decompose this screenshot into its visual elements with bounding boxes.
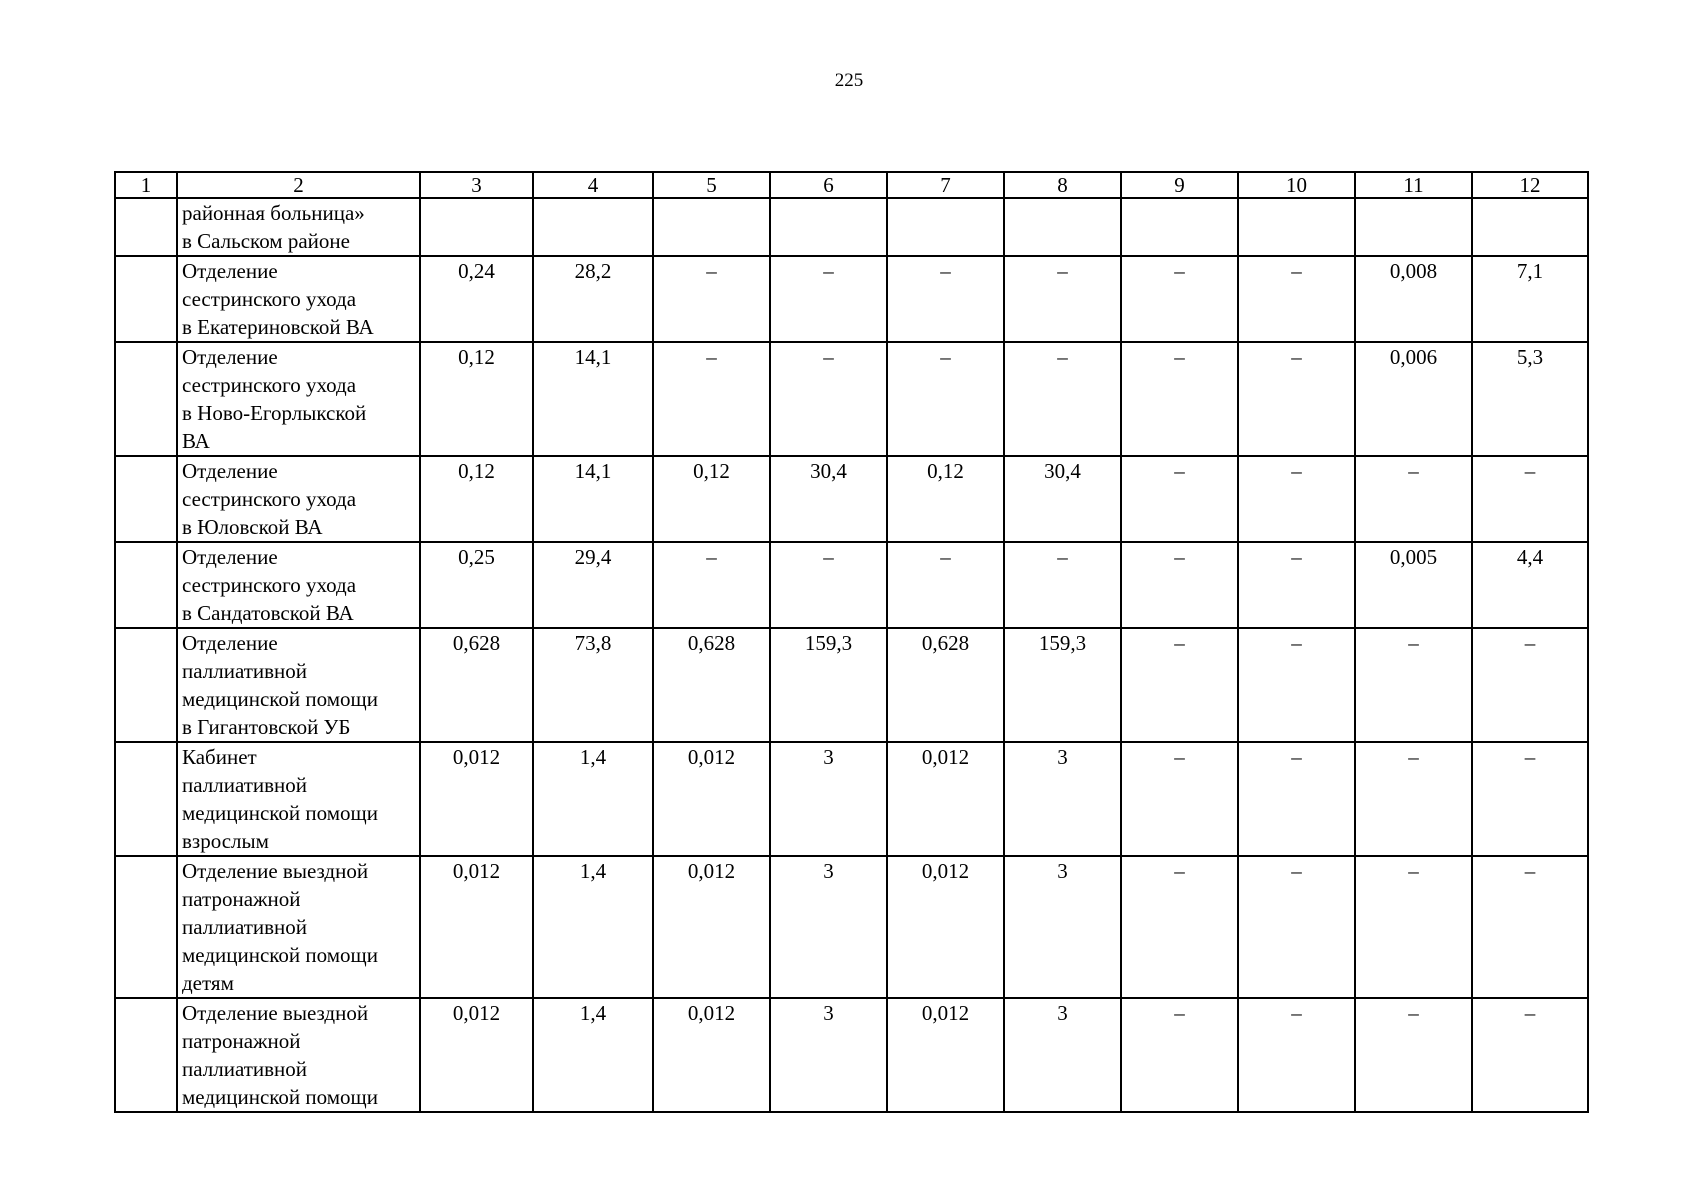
value-cell-col-5 bbox=[653, 198, 770, 256]
header-row bbox=[115, 172, 1588, 198]
value-cell-col-4: 1,4 bbox=[533, 742, 653, 856]
facility-name-line: в Юловской ВА bbox=[182, 515, 323, 539]
value-cell-col-9: – bbox=[1121, 742, 1238, 856]
value-cell-col-3: 0,012 bbox=[420, 742, 533, 856]
facility-name-cell bbox=[177, 628, 420, 742]
value-cell-col-7: – bbox=[887, 542, 1004, 628]
value-cell-col-4: 1,4 bbox=[533, 856, 653, 998]
facility-name-line: ВА bbox=[182, 429, 210, 453]
value-cell-col-3 bbox=[420, 198, 533, 256]
column-number-header: 12 bbox=[1472, 172, 1588, 198]
value-cell-col-9 bbox=[1121, 198, 1238, 256]
value-cell-col-6: – bbox=[770, 542, 887, 628]
facility-name-line: в Сандатовской ВА bbox=[182, 601, 354, 625]
facility-name-line: районная больница» bbox=[182, 201, 365, 225]
facility-name-line: патронажной bbox=[182, 887, 301, 911]
table-row bbox=[115, 256, 1588, 342]
data-table bbox=[114, 171, 1589, 1113]
row-number-cell bbox=[115, 628, 177, 742]
facility-name-cell bbox=[177, 856, 420, 998]
value-cell-col-4 bbox=[533, 198, 653, 256]
value-cell-col-3: 0,628 bbox=[420, 628, 533, 742]
column-number-header: 10 bbox=[1238, 172, 1355, 198]
table-row bbox=[115, 856, 1588, 998]
table-row bbox=[115, 342, 1588, 456]
facility-name-line: паллиативной bbox=[182, 659, 308, 683]
value-cell-col-7: 0,012 bbox=[887, 856, 1004, 998]
value-cell-col-11: – bbox=[1355, 742, 1472, 856]
facility-name-line: медицинской помощи bbox=[182, 687, 378, 711]
value-cell-col-7: 0,12 bbox=[887, 456, 1004, 542]
value-cell-col-11: 0,006 bbox=[1355, 342, 1472, 456]
column-number-header: 8 bbox=[1004, 172, 1121, 198]
value-cell-col-11 bbox=[1355, 198, 1472, 256]
facility-name-line: медицинской помощи bbox=[182, 801, 378, 825]
value-cell-col-9: – bbox=[1121, 628, 1238, 742]
value-cell-col-6 bbox=[770, 198, 887, 256]
value-cell-col-9: – bbox=[1121, 856, 1238, 998]
value-cell-col-3: 0,12 bbox=[420, 342, 533, 456]
facility-name-line: паллиативной bbox=[182, 1057, 308, 1081]
column-number-header: 4 bbox=[533, 172, 653, 198]
value-cell-col-10: – bbox=[1238, 542, 1355, 628]
facility-name-line: в Екатериновской ВА bbox=[182, 315, 374, 339]
table-body bbox=[115, 198, 1588, 1112]
value-cell-col-4: 14,1 bbox=[533, 342, 653, 456]
value-cell-col-12: – bbox=[1472, 856, 1588, 998]
page-number: 225 bbox=[834, 70, 864, 91]
value-cell-col-12: – bbox=[1472, 628, 1588, 742]
facility-name-line: Отделение выездной bbox=[182, 1001, 369, 1025]
facility-name-line: медицинской помощи bbox=[182, 943, 378, 967]
value-cell-col-7: 0,012 bbox=[887, 742, 1004, 856]
table-row bbox=[115, 742, 1588, 856]
value-cell-col-5: 0,012 bbox=[653, 856, 770, 998]
value-cell-col-12 bbox=[1472, 198, 1588, 256]
value-cell-col-12: – bbox=[1472, 998, 1588, 1112]
value-cell-col-5: 0,012 bbox=[653, 742, 770, 856]
value-cell-col-8: 3 bbox=[1004, 856, 1121, 998]
facility-name-line: детям bbox=[182, 971, 234, 995]
value-cell-col-10: – bbox=[1238, 256, 1355, 342]
value-cell-col-10: – bbox=[1238, 856, 1355, 998]
value-cell-col-7 bbox=[887, 198, 1004, 256]
facility-name-line: Кабинет bbox=[182, 745, 257, 769]
value-cell-col-6: – bbox=[770, 256, 887, 342]
facility-name-line: Отделение bbox=[182, 259, 278, 283]
facility-name-line: в Сальском районе bbox=[182, 229, 350, 253]
column-number-header: 9 bbox=[1121, 172, 1238, 198]
row-number-cell bbox=[115, 256, 177, 342]
value-cell-col-8: 3 bbox=[1004, 998, 1121, 1112]
facility-name-line: сестринского ухода bbox=[182, 373, 357, 397]
value-cell-col-10: – bbox=[1238, 742, 1355, 856]
column-number-header: 5 bbox=[653, 172, 770, 198]
facility-name-line: медицинской помощи bbox=[182, 1085, 378, 1109]
value-cell-col-3: 0,012 bbox=[420, 856, 533, 998]
row-number-cell bbox=[115, 456, 177, 542]
value-cell-col-12: – bbox=[1472, 456, 1588, 542]
value-cell-col-8: 30,4 bbox=[1004, 456, 1121, 542]
row-number-cell bbox=[115, 198, 177, 256]
table-row bbox=[115, 456, 1588, 542]
value-cell-col-12: 4,4 bbox=[1472, 542, 1588, 628]
facility-name-cell bbox=[177, 742, 420, 856]
value-cell-col-12: 7,1 bbox=[1472, 256, 1588, 342]
value-cell-col-7: 0,628 bbox=[887, 628, 1004, 742]
facility-name-cell bbox=[177, 542, 420, 628]
value-cell-col-4: 14,1 bbox=[533, 456, 653, 542]
value-cell-col-8: – bbox=[1004, 342, 1121, 456]
value-cell-col-11: 0,005 bbox=[1355, 542, 1472, 628]
value-cell-col-5: 0,012 bbox=[653, 998, 770, 1112]
value-cell-col-12: 5,3 bbox=[1472, 342, 1588, 456]
value-cell-col-6: 3 bbox=[770, 742, 887, 856]
value-cell-col-8: 3 bbox=[1004, 742, 1121, 856]
facility-name-cell bbox=[177, 342, 420, 456]
value-cell-col-8: – bbox=[1004, 256, 1121, 342]
value-cell-col-8: 159,3 bbox=[1004, 628, 1121, 742]
value-cell-col-6: 3 bbox=[770, 998, 887, 1112]
facility-name-cell bbox=[177, 998, 420, 1112]
value-cell-col-4: 29,4 bbox=[533, 542, 653, 628]
value-cell-col-11: – bbox=[1355, 856, 1472, 998]
value-cell-col-11: – bbox=[1355, 998, 1472, 1112]
facility-name-line: Отделение bbox=[182, 631, 278, 655]
table-row bbox=[115, 542, 1588, 628]
value-cell-col-7: 0,012 bbox=[887, 998, 1004, 1112]
value-cell-col-8: – bbox=[1004, 542, 1121, 628]
facility-name-line: патронажной bbox=[182, 1029, 301, 1053]
facility-name-line: в Ново-Егорлыкской bbox=[182, 401, 367, 425]
value-cell-col-6: 159,3 bbox=[770, 628, 887, 742]
value-cell-col-3: 0,12 bbox=[420, 456, 533, 542]
value-cell-col-6: 30,4 bbox=[770, 456, 887, 542]
facility-name-line: в Гигантовской УБ bbox=[182, 715, 351, 739]
facility-name-cell bbox=[177, 456, 420, 542]
column-number-header: 7 bbox=[887, 172, 1004, 198]
facility-name-line: сестринского ухода bbox=[182, 573, 357, 597]
value-cell-col-9: – bbox=[1121, 256, 1238, 342]
value-cell-col-5: – bbox=[653, 542, 770, 628]
value-cell-col-3: 0,25 bbox=[420, 542, 533, 628]
value-cell-col-3: 0,24 bbox=[420, 256, 533, 342]
value-cell-col-4: 73,8 bbox=[533, 628, 653, 742]
value-cell-col-3: 0,012 bbox=[420, 998, 533, 1112]
facility-name-line: сестринского ухода bbox=[182, 287, 357, 311]
table-row bbox=[115, 998, 1588, 1112]
value-cell-col-5: 0,12 bbox=[653, 456, 770, 542]
value-cell-col-5: – bbox=[653, 256, 770, 342]
value-cell-col-6: 3 bbox=[770, 856, 887, 998]
value-cell-col-10: – bbox=[1238, 998, 1355, 1112]
facility-name-line: Отделение выездной bbox=[182, 859, 369, 883]
facility-name-line: паллиативной bbox=[182, 773, 308, 797]
value-cell-col-6: – bbox=[770, 342, 887, 456]
value-cell-col-9: – bbox=[1121, 456, 1238, 542]
row-number-cell bbox=[115, 998, 177, 1112]
facility-name-line: Отделение bbox=[182, 545, 278, 569]
value-cell-col-9: – bbox=[1121, 342, 1238, 456]
value-cell-col-11: 0,008 bbox=[1355, 256, 1472, 342]
value-cell-col-7: – bbox=[887, 256, 1004, 342]
column-number-header: 1 bbox=[115, 172, 177, 198]
value-cell-col-10: – bbox=[1238, 456, 1355, 542]
table-row bbox=[115, 628, 1588, 742]
row-number-cell bbox=[115, 342, 177, 456]
value-cell-col-9: – bbox=[1121, 542, 1238, 628]
facility-name-line: Отделение bbox=[182, 345, 278, 369]
value-cell-col-12: – bbox=[1472, 742, 1588, 856]
value-cell-col-10: – bbox=[1238, 342, 1355, 456]
row-number-cell bbox=[115, 742, 177, 856]
value-cell-col-4: 28,2 bbox=[533, 256, 653, 342]
column-number-header: 2 bbox=[177, 172, 420, 198]
table-row bbox=[115, 198, 1588, 256]
facility-name-line: Отделение bbox=[182, 459, 278, 483]
facility-name-cell bbox=[177, 198, 420, 256]
value-cell-col-11: – bbox=[1355, 456, 1472, 542]
column-number-header: 3 bbox=[420, 172, 533, 198]
row-number-cell bbox=[115, 856, 177, 998]
value-cell-col-10 bbox=[1238, 198, 1355, 256]
facility-name-cell bbox=[177, 256, 420, 342]
value-cell-col-9: – bbox=[1121, 998, 1238, 1112]
facility-name-line: взрослым bbox=[182, 829, 269, 853]
value-cell-col-5: – bbox=[653, 342, 770, 456]
facility-name-line: паллиативной bbox=[182, 915, 308, 939]
row-number-cell bbox=[115, 542, 177, 628]
facility-name-line: сестринского ухода bbox=[182, 487, 357, 511]
value-cell-col-5: 0,628 bbox=[653, 628, 770, 742]
value-cell-col-7: – bbox=[887, 342, 1004, 456]
column-number-header: 11 bbox=[1355, 172, 1472, 198]
value-cell-col-4: 1,4 bbox=[533, 998, 653, 1112]
value-cell-col-8 bbox=[1004, 198, 1121, 256]
column-number-header: 6 bbox=[770, 172, 887, 198]
value-cell-col-10: – bbox=[1238, 628, 1355, 742]
value-cell-col-11: – bbox=[1355, 628, 1472, 742]
